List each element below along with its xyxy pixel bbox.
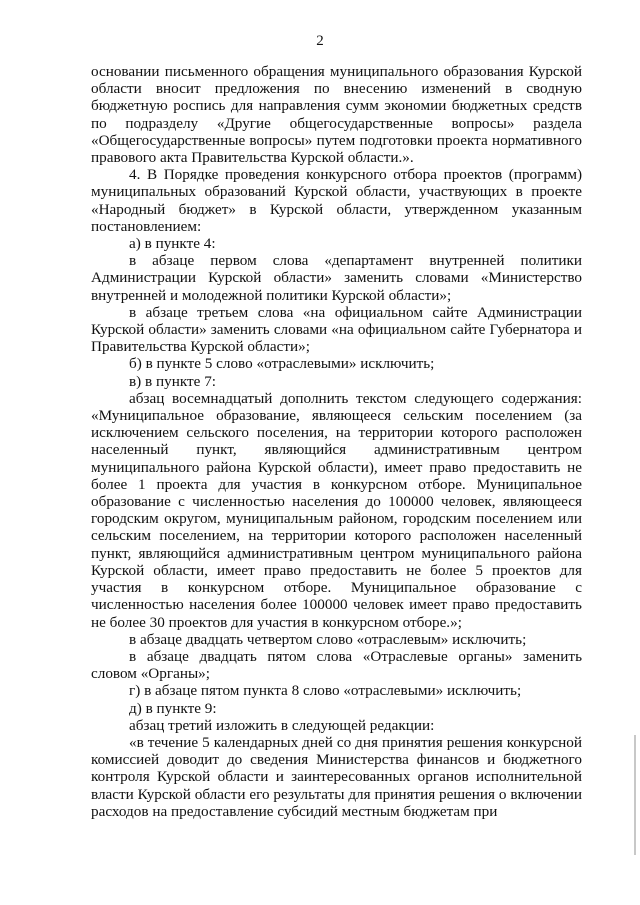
paragraph-8: абзац восемнадцатый дополнить текстом следующего содержания: «Муниципальное образование, являющееся сельским поселением (за исключением сельского поселения, на территории которого расположен населенный пункт, являющийся административным центром муниципального района Курской области), имеет право предоставить не более 1 проекта для участия в конкурсном отборе. Муниципальное образование с численностью населения до 100000 человек, являющееся городским округом, муниципальным районом, городским поселением или сельским поселением, на территории которого расположен населенный пункт, являющийся административным центром муниципального района Курской области, имеет право предоставить не более 5 проектов для участия в конкурсном отборе. Муниципальное образование с численностью населения более 100000 человек имеет право предоставить не более 30 проектов для участия в конкурсном отборе.»; — [91, 389, 582, 631]
page-number: 2 — [316, 33, 324, 49]
paragraph-10: в абзаце двадцать пятом слова «Отраслевые органы» заменить словом «Органы»; — [91, 647, 582, 683]
paragraph-9: в абзаце двадцать четвертом слово «отраслевым» исключить; — [129, 630, 527, 648]
paragraph-3: а) в пункте 4: — [129, 235, 216, 253]
paragraph-12: д) в пункте 9: — [129, 699, 217, 717]
paragraph-5: в абзаце третьем слова «на официальном сайте Администрации Курской области» заменить словами «на официальном сайте Губернатора и Правительства Курской области»; — [91, 303, 582, 356]
scan-edge-mark — [634, 735, 636, 855]
paragraph-4: в абзаце первом слова «департамент внутренней политики Администрации Курской области» заменить словами «Министерство внутренней и молодежной политики Курской области»; — [91, 252, 582, 304]
paragraph-2: 4. В Порядке проведения конкурсного отбора проектов (программ) муниципальных образований Курской области, участвующих в проекте «Народный бюджет» в Курской области, утвержденном указанным постановлением: — [91, 166, 582, 235]
document-body — [91, 63, 582, 820]
paragraph-1: основании письменного обращения муниципального образования Курской области вносит предложения по внесению изменений в сводную бюджетную роспись для направления сумм экономии бюджетных средств по подразделу «Другие общегосударственные вопросы» раздела «Общегосударственные вопросы» путем подготовки проекта нормативного правового акта Правительства Курской области.». — [91, 63, 582, 167]
paragraph-14: «в течение 5 календарных дней со дня принятия решения конкурсной комиссией доводит до сведения Министерства финансов и бюджетного контроля Курской области и заинтересованных органов исполнительной власти Курской области его результаты для принятия решения о включении расходов на предоставление субсидий местным бюджетам при — [91, 733, 582, 820]
paragraph-13: абзац третий изложить в следующей редакции: — [129, 716, 435, 734]
paragraph-11: г) в абзаце пятом пункта 8 слово «отраслевыми» исключить; — [129, 682, 522, 700]
paragraph-7: в) в пункте 7: — [129, 372, 217, 390]
paragraph-6: б) в пункте 5 слово «отраслевыми» исключить; — [129, 355, 435, 373]
